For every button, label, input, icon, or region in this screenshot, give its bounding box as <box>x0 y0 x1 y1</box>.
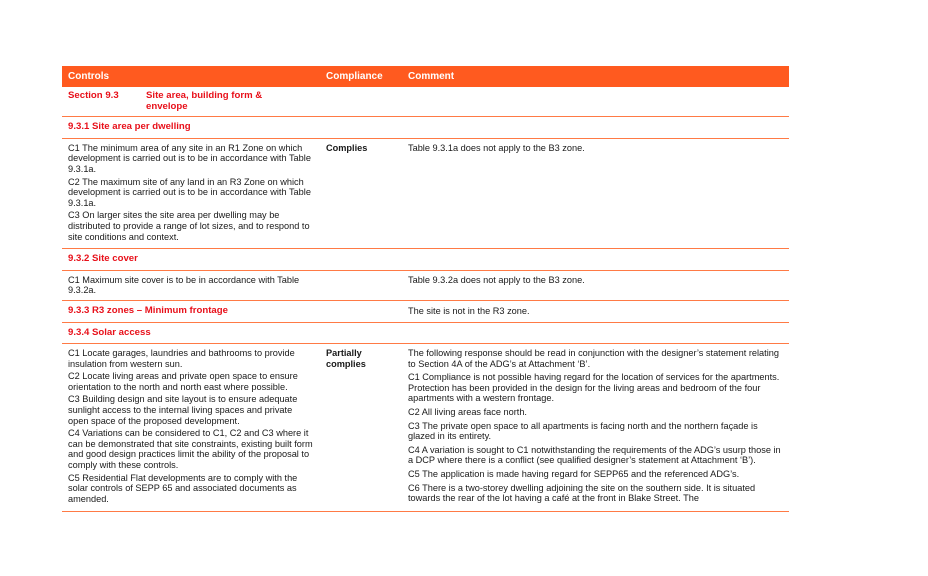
section-heading <box>68 91 783 112</box>
table-row-932 <box>62 270 789 300</box>
controls-cell-934 <box>62 344 320 512</box>
compliance-934-line2: complies <box>326 358 366 369</box>
comment-934-c2: C2 All living areas face north. <box>408 407 527 418</box>
comments-cell-934 <box>402 344 789 512</box>
compliance-table <box>62 66 789 512</box>
table-row-934 <box>62 344 789 512</box>
header-compliance: Compliance <box>320 66 402 87</box>
comment-934-c3: C3 The private open space to all apartments is facing north and the northern façade is glazed in its entirety. <box>408 420 758 442</box>
compliance-932 <box>320 270 402 300</box>
comment-934-intro: The following response should be read in conjunction with the designer’s statement relating to Section 4A of the ADG’s at Attachment ‘B’. <box>408 348 779 369</box>
subsection-934-heading: 9.3.4 Solar access <box>62 322 789 344</box>
control-934-c5: C5 Residential Flat developments are to comply with the solar controls of SEPP 65 and associated documents as amended. <box>68 472 298 504</box>
compliance-934 <box>320 344 402 512</box>
subsection-934-row <box>62 322 789 344</box>
control-931-c2: C2 The maximum site of any land in an R3 Zone on which development is carried out is to be in accordance with Table 9.3.1a. <box>68 176 311 208</box>
controls-cell-931 <box>62 138 320 248</box>
table-header-row <box>62 66 789 87</box>
subsection-933-heading: 9.3.3 R3 zones – Minimum frontage <box>62 300 402 322</box>
comment-934-c4: C4 A variation is sought to C1 notwithstanding the requirements of the ADG’s usurp those in a DCP where there is a conflict (see qualified designer’s statement at Attachment ‘B’). <box>408 444 781 466</box>
compliance-934-line1: Partially <box>326 348 362 359</box>
control-934-c2: C2 Locate living areas and private open space to ensure orientation to the north and north east where possible. <box>68 371 298 392</box>
comment-934-c6: C6 There is a two-storey dwelling adjoining the site on the southern side. It is situated towards the rear of the lot having a café at the front in Blake Street. The <box>408 482 756 504</box>
section-title: Site area, building form & envelope <box>146 90 263 112</box>
header-comment: Comment <box>402 66 789 87</box>
subsection-932-heading: 9.3.2 Site cover <box>62 249 789 271</box>
section-number: Section 9.3 <box>68 90 119 101</box>
control-931-c3: C3 On larger sites the site area per dwelling may be distributed to provide a range of lot sizes, and to respond to site conditions and context. <box>68 210 310 242</box>
control-931-c1: C1 The minimum area of any site in an R1 Zone on which development is carried out is to be in accordance with Table 9.3.1a. <box>68 142 311 174</box>
section-row <box>62 87 789 117</box>
comment-931: Table 9.3.1a does not apply to the B3 zone. <box>402 138 789 248</box>
compliance-931: Complies <box>320 138 402 248</box>
control-932-c1: C1 Maximum site cover is to be in accordance with Table 9.3.2a. <box>62 270 320 300</box>
header-controls: Controls <box>62 66 320 87</box>
control-934-c4: C4 Variations can be considered to C1, C2 and C3 where it can be demonstrated that site constraints, existing built form and good design practices limit the ability of the proposal to comply with these controls. <box>68 428 313 471</box>
table-row-933 <box>62 300 789 322</box>
comment-933: The site is not in the R3 zone. <box>402 300 789 322</box>
control-934-c1: C1 Locate garages, laundries and bathrooms to provide insulation from western sun. <box>68 348 295 369</box>
control-934-c3: C3 Building design and site layout is to ensure adequate sunlight access to the internal living spaces and private open space of the proposed development. <box>68 394 298 426</box>
subsection-931-heading: 9.3.1 Site area per dwelling <box>62 117 789 139</box>
table-row-931 <box>62 138 789 248</box>
comment-932: Table 9.3.2a does not apply to the B3 zone. <box>402 270 789 300</box>
comment-934-c5: C5 The application is made having regard for SEPP65 and the referenced ADG’s. <box>408 469 740 480</box>
subsection-932-row <box>62 249 789 271</box>
comment-934-c1: C1 Compliance is not possible having regard for the location of services for the apartments. Protection has been provided in the design for the living areas and bedroom of the four apartments with a western frontage. <box>408 372 780 404</box>
subsection-931-row <box>62 117 789 139</box>
compliance-table-page <box>62 66 789 512</box>
